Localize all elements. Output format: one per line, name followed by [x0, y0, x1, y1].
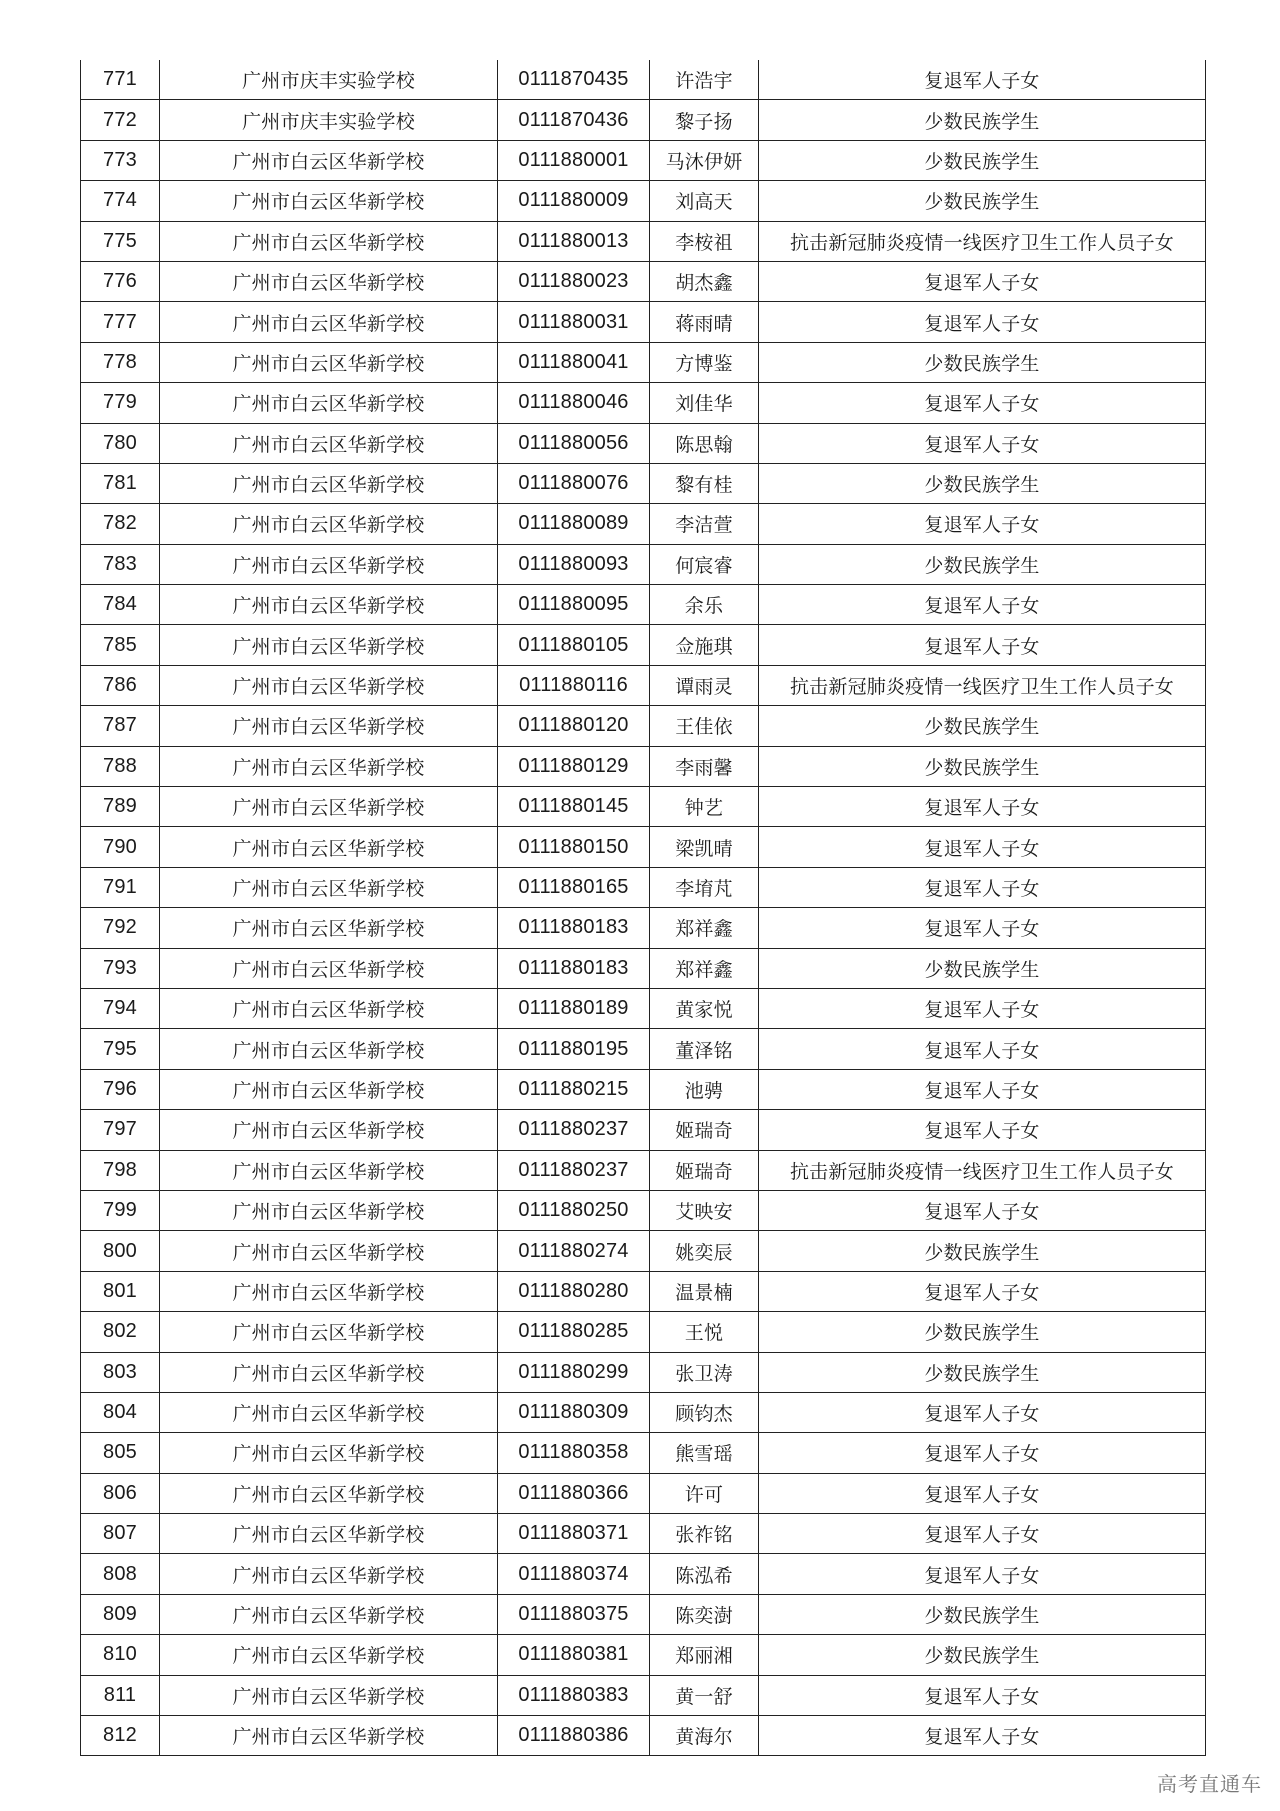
- student-name: 许可: [650, 1473, 759, 1513]
- school-name: 广州市白云区华新学校: [160, 988, 498, 1028]
- table-row: [81, 1150, 1206, 1190]
- row-number: 792: [81, 908, 160, 948]
- student-name: 陈泓希: [650, 1554, 759, 1594]
- student-id: 0111880009: [498, 181, 650, 221]
- student-id: 0111880195: [498, 1029, 650, 1069]
- bonus-category: 少数民族学生: [759, 181, 1206, 221]
- school-name: 广州市白云区华新学校: [160, 383, 498, 423]
- row-number: 805: [81, 1433, 160, 1473]
- student-id: 0111870436: [498, 100, 650, 140]
- row-number: 774: [81, 181, 160, 221]
- student-name: 梁凯晴: [650, 827, 759, 867]
- student-id: 0111880274: [498, 1231, 650, 1271]
- table-row: [81, 948, 1206, 988]
- bonus-category: 复退军人子女: [759, 383, 1206, 423]
- student-name: 李桉祖: [650, 221, 759, 261]
- school-name: 广州市白云区华新学校: [160, 1473, 498, 1513]
- school-name: 广州市白云区华新学校: [160, 1554, 498, 1594]
- student-id: 0111880371: [498, 1514, 650, 1554]
- bonus-category: 复退军人子女: [759, 1473, 1206, 1513]
- student-name: 姚奕辰: [650, 1231, 759, 1271]
- school-name: 广州市白云区华新学校: [160, 221, 498, 261]
- student-name: 何宸睿: [650, 544, 759, 584]
- bonus-category: 复退军人子女: [759, 1069, 1206, 1109]
- school-name: 广州市白云区华新学校: [160, 1635, 498, 1675]
- school-name: 广州市白云区华新学校: [160, 342, 498, 382]
- student-name: 马沐伊妍: [650, 140, 759, 180]
- watermark-text: 高考直通车: [1157, 1772, 1262, 1796]
- row-number: 775: [81, 221, 160, 261]
- school-name: 广州市白云区华新学校: [160, 504, 498, 544]
- table-row: [81, 827, 1206, 867]
- row-number: 784: [81, 585, 160, 625]
- student-id: 0111880116: [498, 665, 650, 705]
- table-row: [81, 787, 1206, 827]
- row-number: 785: [81, 625, 160, 665]
- student-id: 0111880381: [498, 1635, 650, 1675]
- row-number: 806: [81, 1473, 160, 1513]
- student-name: 佥施琪: [650, 625, 759, 665]
- student-name: 钟艺: [650, 787, 759, 827]
- table-row: [81, 463, 1206, 503]
- student-id: 0111880250: [498, 1190, 650, 1230]
- student-id: 0111880299: [498, 1352, 650, 1392]
- row-number: 787: [81, 706, 160, 746]
- table-row: [81, 1514, 1206, 1554]
- bonus-category: 少数民族学生: [759, 1352, 1206, 1392]
- table-row: [81, 100, 1206, 140]
- student-id: 0111880189: [498, 988, 650, 1028]
- table-row: [81, 1271, 1206, 1311]
- school-name: 广州市白云区华新学校: [160, 1271, 498, 1311]
- bonus-category: 复退军人子女: [759, 504, 1206, 544]
- row-number: 795: [81, 1029, 160, 1069]
- school-name: 广州市白云区华新学校: [160, 1029, 498, 1069]
- row-number: 790: [81, 827, 160, 867]
- table-row: [81, 706, 1206, 746]
- bonus-category: 少数民族学生: [759, 706, 1206, 746]
- bonus-category: 复退军人子女: [759, 1190, 1206, 1230]
- row-number: 771: [81, 60, 160, 100]
- student-id: 0111880056: [498, 423, 650, 463]
- student-name: 余乐: [650, 585, 759, 625]
- table-row: [81, 544, 1206, 584]
- bonus-category: 少数民族学生: [759, 140, 1206, 180]
- student-id: 0111880285: [498, 1312, 650, 1352]
- table-row: [81, 908, 1206, 948]
- row-number: 804: [81, 1392, 160, 1432]
- table-row: [81, 1675, 1206, 1715]
- school-name: 广州市白云区华新学校: [160, 1069, 498, 1109]
- student-name: 温景楠: [650, 1271, 759, 1311]
- table-row: [81, 181, 1206, 221]
- student-name: 谭雨灵: [650, 665, 759, 705]
- row-number: 810: [81, 1635, 160, 1675]
- table-row: [81, 1716, 1206, 1756]
- row-number: 797: [81, 1110, 160, 1150]
- bonus-category: 抗击新冠肺炎疫情一线医疗卫生工作人员子女: [759, 665, 1206, 705]
- table-row: [81, 867, 1206, 907]
- student-id: 0111880366: [498, 1473, 650, 1513]
- school-name: 广州市白云区华新学校: [160, 1110, 498, 1150]
- bonus-category: 少数民族学生: [759, 1312, 1206, 1352]
- bonus-category: 复退军人子女: [759, 827, 1206, 867]
- student-id: 0111880120: [498, 706, 650, 746]
- row-number: 789: [81, 787, 160, 827]
- table-row: [81, 383, 1206, 423]
- bonus-category: 复退军人子女: [759, 302, 1206, 342]
- school-name: 广州市白云区华新学校: [160, 1716, 498, 1756]
- student-name: 陈奕澍: [650, 1594, 759, 1634]
- school-name: 广州市白云区华新学校: [160, 908, 498, 948]
- table-row: [81, 221, 1206, 261]
- table-row: [81, 504, 1206, 544]
- student-id: 0111880041: [498, 342, 650, 382]
- student-name: 王悦: [650, 1312, 759, 1352]
- bonus-category: 复退军人子女: [759, 908, 1206, 948]
- school-name: 广州市白云区华新学校: [160, 1231, 498, 1271]
- table-row: [81, 261, 1206, 301]
- bonus-category: 复退军人子女: [759, 1392, 1206, 1432]
- row-number: 796: [81, 1069, 160, 1109]
- bonus-category: 复退军人子女: [759, 1110, 1206, 1150]
- row-number: 780: [81, 423, 160, 463]
- row-number: 772: [81, 100, 160, 140]
- bonus-category: 少数民族学生: [759, 1231, 1206, 1271]
- roster-table: [80, 60, 1206, 1756]
- bonus-category: 少数民族学生: [759, 746, 1206, 786]
- bonus-category: 复退军人子女: [759, 1514, 1206, 1554]
- school-name: 广州市白云区华新学校: [160, 1352, 498, 1392]
- row-number: 809: [81, 1594, 160, 1634]
- table-row: [81, 1029, 1206, 1069]
- row-number: 793: [81, 948, 160, 988]
- student-id: 0111880237: [498, 1150, 650, 1190]
- bonus-category: 复退军人子女: [759, 1675, 1206, 1715]
- school-name: 广州市白云区华新学校: [160, 787, 498, 827]
- row-number: 799: [81, 1190, 160, 1230]
- school-name: 广州市白云区华新学校: [160, 867, 498, 907]
- student-id: 0111880145: [498, 787, 650, 827]
- student-id: 0111880001: [498, 140, 650, 180]
- bonus-category: 少数民族学生: [759, 1594, 1206, 1634]
- bonus-category: 复退军人子女: [759, 625, 1206, 665]
- student-id: 0111880358: [498, 1433, 650, 1473]
- school-name: 广州市白云区华新学校: [160, 261, 498, 301]
- student-id: 0111880386: [498, 1716, 650, 1756]
- row-number: 807: [81, 1514, 160, 1554]
- school-name: 广州市白云区华新学校: [160, 706, 498, 746]
- row-number: 801: [81, 1271, 160, 1311]
- student-name: 方博鉴: [650, 342, 759, 382]
- student-name: 刘佳华: [650, 383, 759, 423]
- school-name: 广州市白云区华新学校: [160, 1433, 498, 1473]
- school-name: 广州市白云区华新学校: [160, 181, 498, 221]
- student-name: 陈思翰: [650, 423, 759, 463]
- roster-table-body: [81, 60, 1206, 1756]
- table-row: [81, 1473, 1206, 1513]
- school-name: 广州市白云区华新学校: [160, 585, 498, 625]
- row-number: 776: [81, 261, 160, 301]
- student-name: 许浩宇: [650, 60, 759, 100]
- bonus-category: 少数民族学生: [759, 463, 1206, 503]
- bonus-category: 复退军人子女: [759, 1029, 1206, 1069]
- table-row: [81, 1069, 1206, 1109]
- student-name: 艾映安: [650, 1190, 759, 1230]
- student-name: 姬瑞奇: [650, 1110, 759, 1150]
- student-id: 0111880375: [498, 1594, 650, 1634]
- row-number: 803: [81, 1352, 160, 1392]
- bonus-category: 抗击新冠肺炎疫情一线医疗卫生工作人员子女: [759, 1150, 1206, 1190]
- student-id: 0111880383: [498, 1675, 650, 1715]
- student-name: 李堉芃: [650, 867, 759, 907]
- school-name: 广州市白云区华新学校: [160, 665, 498, 705]
- table-row: [81, 1433, 1206, 1473]
- row-number: 798: [81, 1150, 160, 1190]
- row-number: 783: [81, 544, 160, 584]
- table-row: [81, 1352, 1206, 1392]
- row-number: 778: [81, 342, 160, 382]
- student-id: 0111880129: [498, 746, 650, 786]
- table-row: [81, 625, 1206, 665]
- student-name: 郑祥鑫: [650, 948, 759, 988]
- school-name: 广州市白云区华新学校: [160, 1312, 498, 1352]
- student-name: 顾钧杰: [650, 1392, 759, 1432]
- student-name: 蒋雨晴: [650, 302, 759, 342]
- student-name: 张祚铭: [650, 1514, 759, 1554]
- school-name: 广州市白云区华新学校: [160, 544, 498, 584]
- row-number: 788: [81, 746, 160, 786]
- student-id: 0111880093: [498, 544, 650, 584]
- bonus-category: 少数民族学生: [759, 948, 1206, 988]
- student-id: 0111880183: [498, 948, 650, 988]
- student-name: 李洁萱: [650, 504, 759, 544]
- row-number: 779: [81, 383, 160, 423]
- student-id: 0111880046: [498, 383, 650, 423]
- row-number: 786: [81, 665, 160, 705]
- bonus-category: 抗击新冠肺炎疫情一线医疗卫生工作人员子女: [759, 221, 1206, 261]
- student-id: 0111880165: [498, 867, 650, 907]
- row-number: 808: [81, 1554, 160, 1594]
- student-id: 0111880309: [498, 1392, 650, 1432]
- student-id: 0111880183: [498, 908, 650, 948]
- table-row: [81, 1392, 1206, 1432]
- school-name: 广州市白云区华新学校: [160, 746, 498, 786]
- table-row: [81, 1110, 1206, 1150]
- student-name: 董泽铭: [650, 1029, 759, 1069]
- school-name: 广州市庆丰实验学校: [160, 60, 498, 100]
- row-number: 802: [81, 1312, 160, 1352]
- row-number: 800: [81, 1231, 160, 1271]
- student-name: 黄一舒: [650, 1675, 759, 1715]
- student-name: 池骋: [650, 1069, 759, 1109]
- school-name: 广州市白云区华新学校: [160, 1150, 498, 1190]
- row-number: 773: [81, 140, 160, 180]
- school-name: 广州市白云区华新学校: [160, 1190, 498, 1230]
- bonus-category: 复退军人子女: [759, 1271, 1206, 1311]
- school-name: 广州市白云区华新学校: [160, 1594, 498, 1634]
- student-name: 黄海尔: [650, 1716, 759, 1756]
- bonus-category: 复退军人子女: [759, 988, 1206, 1028]
- table-row: [81, 1594, 1206, 1634]
- school-name: 广州市庆丰实验学校: [160, 100, 498, 140]
- row-number: 777: [81, 302, 160, 342]
- student-name: 李雨馨: [650, 746, 759, 786]
- bonus-category: 少数民族学生: [759, 1635, 1206, 1675]
- student-id: 0111880023: [498, 261, 650, 301]
- student-id: 0111880031: [498, 302, 650, 342]
- student-id: 0111880280: [498, 1271, 650, 1311]
- table-row: [81, 1554, 1206, 1594]
- student-name: 姬瑞奇: [650, 1150, 759, 1190]
- school-name: 广州市白云区华新学校: [160, 302, 498, 342]
- student-id: 0111880105: [498, 625, 650, 665]
- school-name: 广州市白云区华新学校: [160, 463, 498, 503]
- bonus-category: 复退军人子女: [759, 1716, 1206, 1756]
- bonus-category: 复退军人子女: [759, 261, 1206, 301]
- table-row: [81, 1190, 1206, 1230]
- student-name: 黎有桂: [650, 463, 759, 503]
- bonus-category: 少数民族学生: [759, 100, 1206, 140]
- student-id: 0111880089: [498, 504, 650, 544]
- student-name: 黄家悦: [650, 988, 759, 1028]
- bonus-category: 少数民族学生: [759, 342, 1206, 382]
- student-name: 黎子扬: [650, 100, 759, 140]
- student-name: 王佳依: [650, 706, 759, 746]
- table-row: [81, 665, 1206, 705]
- row-number: 781: [81, 463, 160, 503]
- school-name: 广州市白云区华新学校: [160, 140, 498, 180]
- table-row: [81, 302, 1206, 342]
- bonus-category: 少数民族学生: [759, 544, 1206, 584]
- bonus-category: 复退军人子女: [759, 1554, 1206, 1594]
- school-name: 广州市白云区华新学校: [160, 1514, 498, 1554]
- student-id: 0111880095: [498, 585, 650, 625]
- school-name: 广州市白云区华新学校: [160, 948, 498, 988]
- student-id: 0111880374: [498, 1554, 650, 1594]
- school-name: 广州市白云区华新学校: [160, 1675, 498, 1715]
- bonus-category: 复退军人子女: [759, 787, 1206, 827]
- table-row: [81, 1231, 1206, 1271]
- row-number: 791: [81, 867, 160, 907]
- table-row: [81, 60, 1206, 100]
- student-id: 0111880237: [498, 1110, 650, 1150]
- table-row: [81, 1312, 1206, 1352]
- bonus-category: 复退军人子女: [759, 1433, 1206, 1473]
- table-row: [81, 746, 1206, 786]
- table-row: [81, 342, 1206, 382]
- row-number: 812: [81, 1716, 160, 1756]
- student-name: 刘高天: [650, 181, 759, 221]
- student-id: 0111880215: [498, 1069, 650, 1109]
- student-id: 0111880013: [498, 221, 650, 261]
- student-name: 郑祥鑫: [650, 908, 759, 948]
- school-name: 广州市白云区华新学校: [160, 423, 498, 463]
- bonus-category: 复退军人子女: [759, 60, 1206, 100]
- student-id: 0111880076: [498, 463, 650, 503]
- table-row: [81, 988, 1206, 1028]
- row-number: 782: [81, 504, 160, 544]
- row-number: 794: [81, 988, 160, 1028]
- bonus-category: 复退军人子女: [759, 423, 1206, 463]
- bonus-category: 复退军人子女: [759, 867, 1206, 907]
- school-name: 广州市白云区华新学校: [160, 625, 498, 665]
- table-row: [81, 585, 1206, 625]
- student-id: 0111870435: [498, 60, 650, 100]
- bonus-category: 复退军人子女: [759, 585, 1206, 625]
- row-number: 811: [81, 1675, 160, 1715]
- table-row: [81, 140, 1206, 180]
- table-row: [81, 1635, 1206, 1675]
- table-row: [81, 423, 1206, 463]
- school-name: 广州市白云区华新学校: [160, 827, 498, 867]
- student-name: 胡杰鑫: [650, 261, 759, 301]
- school-name: 广州市白云区华新学校: [160, 1392, 498, 1432]
- student-name: 张卫涛: [650, 1352, 759, 1392]
- student-name: 郑丽湘: [650, 1635, 759, 1675]
- student-name: 熊雪瑶: [650, 1433, 759, 1473]
- student-id: 0111880150: [498, 827, 650, 867]
